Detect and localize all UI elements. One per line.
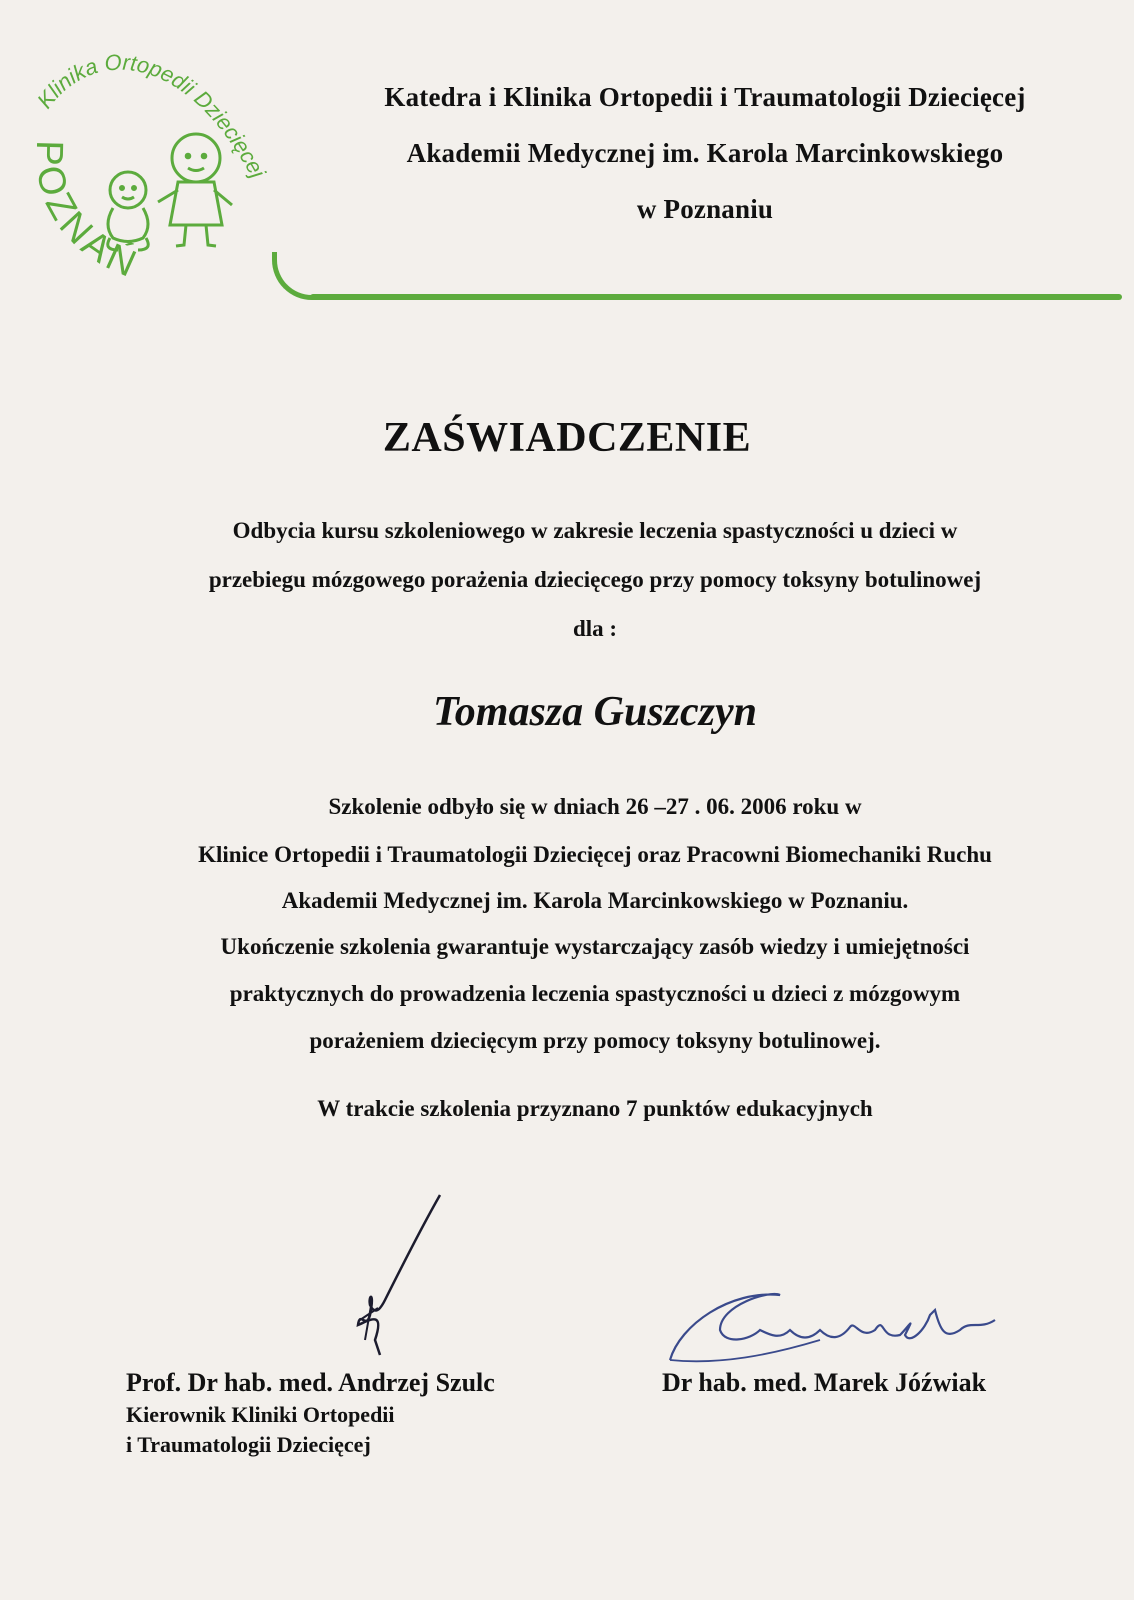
logo-arc-text: Klinika Ortopedii Dziecięcej (32, 49, 271, 183)
details-line-4: Ukończenie szkolenia gwarantuje wystarczający zasób wiedzy i umiejętności (220, 934, 970, 959)
intro-line-3: dla : (572, 616, 618, 641)
logo-city-text: POZNAŃ (27, 139, 146, 288)
header-line-3: w Poznaniu (636, 194, 774, 224)
signer-left-role-2: i Traumatologii Dziecięcej (126, 1432, 371, 1457)
header-line-2: Akademii Medycznej im. Karola Marcinkowskiego (406, 138, 1004, 168)
education-points: W trakcie szkolenia przyznano 7 punktów edukacyjnych (317, 1096, 873, 1121)
details-line-3: Akademii Medycznej im. Karola Marcinkowskiego w Poznaniu. (281, 888, 909, 913)
signer-left-name: Prof. Dr hab. med. Andrzej Szulc (126, 1368, 495, 1397)
signer-right (662, 1368, 986, 1398)
clinic-logo-graphic (18, 40, 288, 300)
details-line-5: praktycznych do prowadzenia leczenia spastyczności u dzieci z mózgowym (229, 981, 961, 1006)
signature-jozwiak (660, 1285, 1040, 1375)
svg-text:POZNAŃ (27, 140, 145, 287)
baby-sitting-icon (108, 172, 148, 250)
signature-szulc (330, 1190, 450, 1360)
signer-right-name: Dr hab. med. Marek Jóźwiak (662, 1368, 987, 1397)
child-standing-icon (158, 134, 232, 246)
signer-left-role-1: Kierownik Kliniki Ortopedii (126, 1402, 395, 1427)
details-line-2: Klinice Ortopedii i Traumatologii Dziecięcej oraz Pracowni Biomechaniki Ruchu (198, 842, 992, 867)
details-line-6: porażeniem dziecięcym przy pomocy toksyny botulinowej. (309, 1028, 881, 1053)
document-title: ZAŚWIADCZENIE (382, 415, 752, 461)
recipient-name: Tomasza Guszczyn (432, 689, 758, 735)
clinic-logo (18, 40, 288, 300)
intro-line-2: przebiegu mózgowego porażenia dziecięcego przy pomocy toksyny botulinowej (208, 567, 982, 592)
signer-left (126, 1368, 495, 1458)
header-rule (310, 294, 1122, 300)
header-line-1: Katedra i Klinika Ortopedii i Traumatologii Dziecięcej (384, 82, 1026, 112)
intro-line-1: Odbycia kursu szkoleniowego w zakresie leczenia spastyczności u dzieci w (232, 518, 958, 543)
details-line-1: Szkolenie odbyło się w dniach 26 –27 . 06. 2006 roku w (328, 794, 862, 819)
